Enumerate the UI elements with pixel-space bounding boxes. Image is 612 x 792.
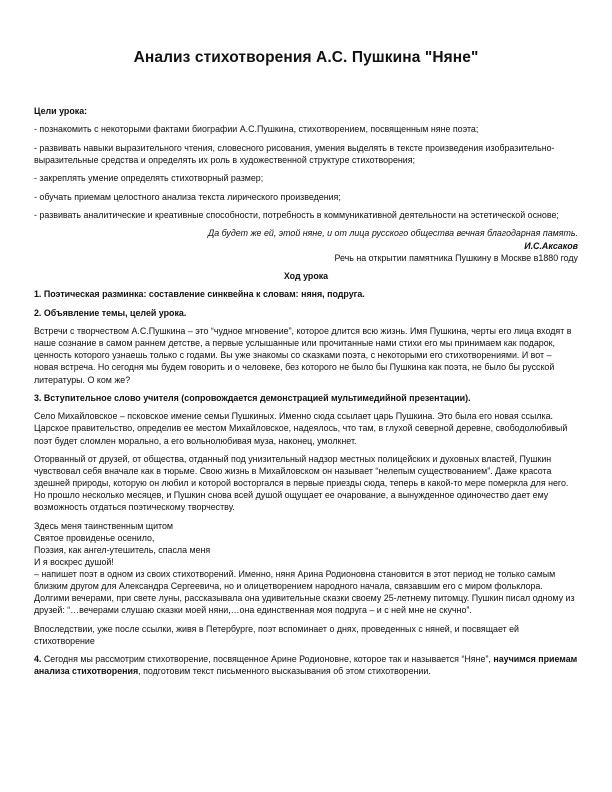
- step-4-text-b: , подготовим текст письменного высказывания об этом стихотворении.: [138, 666, 431, 677]
- goal-item: - познакомить с некоторыми фактами биографии А.С.Пушкина, стихотворением, посвященным няне поэта;: [34, 124, 479, 135]
- lesson-step-4: [34, 653, 578, 677]
- epigraph-author: И.С.Аксаков: [524, 240, 578, 251]
- goal-item: - закреплять умение определять стихотворный размер;: [34, 173, 264, 184]
- lesson-step-1: 1. Поэтическая разминка: составление синквейна к словам: няня, подруга.: [34, 289, 365, 300]
- poem-line: И я воскрес душой!: [34, 556, 114, 567]
- later-paragraph: Впоследствии, уже после ссылки, живя в Петербурге, поэт вспоминает о днях, проведенных с няней, и посвящает ей стихотворение: [34, 623, 520, 646]
- lesson-step-3: 3. Вступительное слово учителя (сопровождается демонстрацией мультимедийной презентации).: [34, 392, 471, 403]
- epigraph-quote: Да будет же ей, этой няне, и от лица русского общества вечная благодарная память.: [207, 228, 578, 239]
- epigraph: [34, 227, 578, 263]
- lesson-heading: Ход урока: [283, 271, 329, 282]
- poem-line: Поэзия, как ангел-утешитель, спасла меня: [34, 544, 211, 555]
- village-paragraph: Село Михайловское – псковское имение семьи Пушкиных. Именно сюда ссылает царь Пушкина. Это была его новая ссылка. Царское правительство, определив ее местом Михайловское, надеялось, что там, в глухой северной деревне, свободолюбивый поэт будет сломлен морально, а его вольнолюбивая муза, наконец, умолкнет.: [34, 411, 568, 446]
- page-title: Анализ стихотворения А.С. Пушкина "Няне": [133, 49, 479, 66]
- poem-line: Святое провиденье осенило,: [34, 532, 155, 543]
- lesson-step-2: 2. Объявление темы, целей урока.: [34, 307, 187, 318]
- intro-paragraph: Встречи с творчеством А.С.Пушкина – это “чудное мгновение”, которое длится всю жизнь. Имя Пушкина, черты его лица входят в наше сознание в самом раннем детстве, а первые услышанные или прочитанные нами стихи его мы принимаем как подарок, ценность которого узнаешь только с годами. Вы уже знакомы со сказками поэта, с некоторыми его стихотворениями. И вот – новая встреча. Но сегодня мы будем говорить и о человеке, без которого не было бы Пушкина как поэта, не было бы русской литературы. О ком же?: [34, 326, 572, 385]
- poem-quote: [34, 520, 578, 568]
- goal-item: - развивать аналитические и креативные способности, потребность в коммуникативной деятельности на эстетической основе;: [34, 210, 559, 221]
- document-page: [34, 0, 578, 684]
- nanny-paragraph: – напишет поэт в одном из своих стихотворений. Именно, няня Арина Родионовна становится в этот период не только самым близким другом для Александра Сергеевича, но и олицетворением народного начала, связавшим его с миром фольклора. Долгими вечерами, при свете луны, рассказывала она удивительные сказки своему 25-летнему питомцу. Пушкин писал одному из друзей: “…вечерами слушаю сказки моей няни,…она единственная моя подруга – и с ней мне не скучно”.: [34, 569, 575, 616]
- goal-item: - обучать приемам целостного анализа текста лирического произведения;: [34, 191, 341, 202]
- epigraph-source: Речь на открытии памятника Пушкину в Москве в1880 году: [334, 252, 578, 263]
- step-4-text-a: Сегодня мы рассмотрим стихотворение, посвященное Арине Родионовне, которое так и называется “Няне”,: [41, 654, 494, 665]
- document-body: [34, 105, 578, 677]
- goal-item: - развивать навыки выразительного чтения, словесного рисования, умения выделять в тексте произведения изобразительно-выразительные средства и определять их роль в художественной структуре стихотворения;: [34, 142, 555, 165]
- poem-line: Здесь меня таинственным щитом: [34, 520, 174, 531]
- step-4-text-bold: научимся приемам анализа стихотворения: [34, 654, 578, 677]
- goals-heading: Цели урока:: [34, 106, 88, 116]
- exile-paragraph: Оторванный от друзей, от общества, отданный под унизительный надзор местных полицейских и духовных властей, Пушкин чувствовал себя вначале как в тюрьме. Свою жизнь в Михайловском он называет “нелепым существованием”. Даже красота здешней природы, которую он любил и которой восторгался в первые приезды сюда, теперь в какой-то мере померкла для него. Но прошло несколько месяцев, и Пушкин снова всей душой ощущает ее очарование, а вынужденное одиночество дает ему возможность отдаться поэтическому творчеству.: [34, 453, 569, 513]
- step-4-number: 4.: [34, 654, 42, 665]
